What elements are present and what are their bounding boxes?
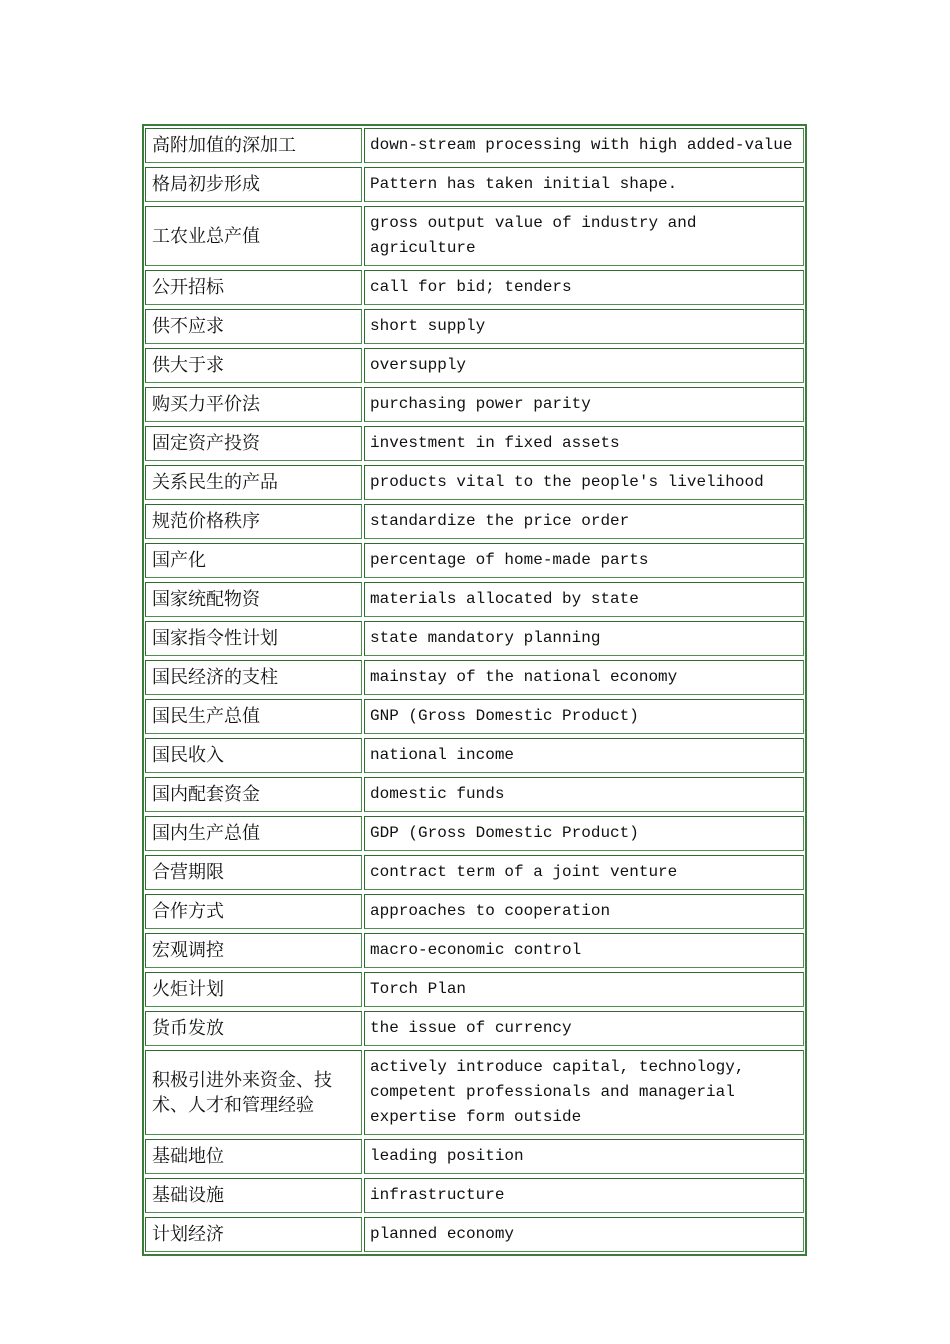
table-row: [144, 1137, 805, 1176]
chinese-term-cell: 国产化: [145, 543, 362, 578]
english-translation-cell: standardize the price order: [364, 504, 804, 539]
english-translation-cell: gross output value of industry and agriculture: [364, 206, 804, 266]
english-translation-cell: investment in fixed assets: [364, 426, 804, 461]
table-row: [144, 307, 805, 346]
english-translation-cell: state mandatory planning: [364, 621, 804, 656]
chinese-term-cell: 格局初步形成: [145, 167, 362, 202]
chinese-term-cell: 国民收入: [145, 738, 362, 773]
table-row: [144, 165, 805, 204]
table-row: [144, 580, 805, 619]
english-translation-cell: purchasing power parity: [364, 387, 804, 422]
english-translation-cell: the issue of currency: [364, 1011, 804, 1046]
english-translation-cell: GNP (Gross Domestic Product): [364, 699, 804, 734]
chinese-term-cell: 火炬计划: [145, 972, 362, 1007]
chinese-term-cell: 国民经济的支柱: [145, 660, 362, 695]
english-translation-cell: infrastructure: [364, 1178, 804, 1213]
english-translation-cell: GDP (Gross Domestic Product): [364, 816, 804, 851]
chinese-term-cell: 供不应求: [145, 309, 362, 344]
chinese-term-cell: 规范价格秩序: [145, 504, 362, 539]
table-row: [144, 775, 805, 814]
glossary-table: [142, 124, 807, 1256]
table-row: [144, 658, 805, 697]
table-row: [144, 736, 805, 775]
chinese-term-cell: 基础设施: [145, 1178, 362, 1213]
english-translation-cell: Torch Plan: [364, 972, 804, 1007]
table-row: [144, 126, 805, 165]
chinese-term-cell: 关系民生的产品: [145, 465, 362, 500]
english-translation-cell: mainstay of the national economy: [364, 660, 804, 695]
table-row: [144, 204, 805, 268]
english-translation-cell: actively introduce capital, technology, competent professionals and managerial expertise form outside: [364, 1050, 804, 1135]
english-translation-cell: macro-economic control: [364, 933, 804, 968]
english-translation-cell: percentage of home-made parts: [364, 543, 804, 578]
english-translation-cell: national income: [364, 738, 804, 773]
english-translation-cell: approaches to cooperation: [364, 894, 804, 929]
table-row: [144, 346, 805, 385]
chinese-term-cell: 供大于求: [145, 348, 362, 383]
english-translation-cell: short supply: [364, 309, 804, 344]
table-row: [144, 1215, 805, 1254]
table-row: [144, 1009, 805, 1048]
table-row: [144, 385, 805, 424]
chinese-term-cell: 国家指令性计划: [145, 621, 362, 656]
table-row: [144, 268, 805, 307]
chinese-term-cell: 工农业总产值: [145, 206, 362, 266]
chinese-term-cell: 积极引进外来资金、技术、人才和管理经验: [145, 1050, 362, 1135]
english-translation-cell: domestic funds: [364, 777, 804, 812]
chinese-term-cell: 国家统配物资: [145, 582, 362, 617]
english-translation-cell: leading position: [364, 1139, 804, 1174]
table-row: [144, 853, 805, 892]
chinese-term-cell: 货币发放: [145, 1011, 362, 1046]
table-row: [144, 970, 805, 1009]
table-row: [144, 814, 805, 853]
chinese-term-cell: 宏观调控: [145, 933, 362, 968]
table-row: [144, 931, 805, 970]
english-translation-cell: contract term of a joint venture: [364, 855, 804, 890]
table-row: [144, 463, 805, 502]
table-row: [144, 541, 805, 580]
english-translation-cell: products vital to the people's livelihood: [364, 465, 804, 500]
chinese-term-cell: 国民生产总值: [145, 699, 362, 734]
chinese-term-cell: 基础地位: [145, 1139, 362, 1174]
chinese-term-cell: 合营期限: [145, 855, 362, 890]
table-row: [144, 424, 805, 463]
chinese-term-cell: 购买力平价法: [145, 387, 362, 422]
english-translation-cell: call for bid; tenders: [364, 270, 804, 305]
chinese-term-cell: 国内配套资金: [145, 777, 362, 812]
english-translation-cell: oversupply: [364, 348, 804, 383]
table-row: [144, 1048, 805, 1137]
table-row: [144, 502, 805, 541]
chinese-term-cell: 合作方式: [145, 894, 362, 929]
chinese-term-cell: 高附加值的深加工: [145, 128, 362, 163]
table-row: [144, 697, 805, 736]
chinese-term-cell: 公开招标: [145, 270, 362, 305]
table-row: [144, 619, 805, 658]
chinese-term-cell: 国内生产总值: [145, 816, 362, 851]
table-row: [144, 892, 805, 931]
english-translation-cell: planned economy: [364, 1217, 804, 1252]
table-row: [144, 1176, 805, 1215]
english-translation-cell: down-stream processing with high added-value: [364, 128, 804, 163]
english-translation-cell: materials allocated by state: [364, 582, 804, 617]
english-translation-cell: Pattern has taken initial shape.: [364, 167, 804, 202]
chinese-term-cell: 计划经济: [145, 1217, 362, 1252]
chinese-term-cell: 固定资产投资: [145, 426, 362, 461]
